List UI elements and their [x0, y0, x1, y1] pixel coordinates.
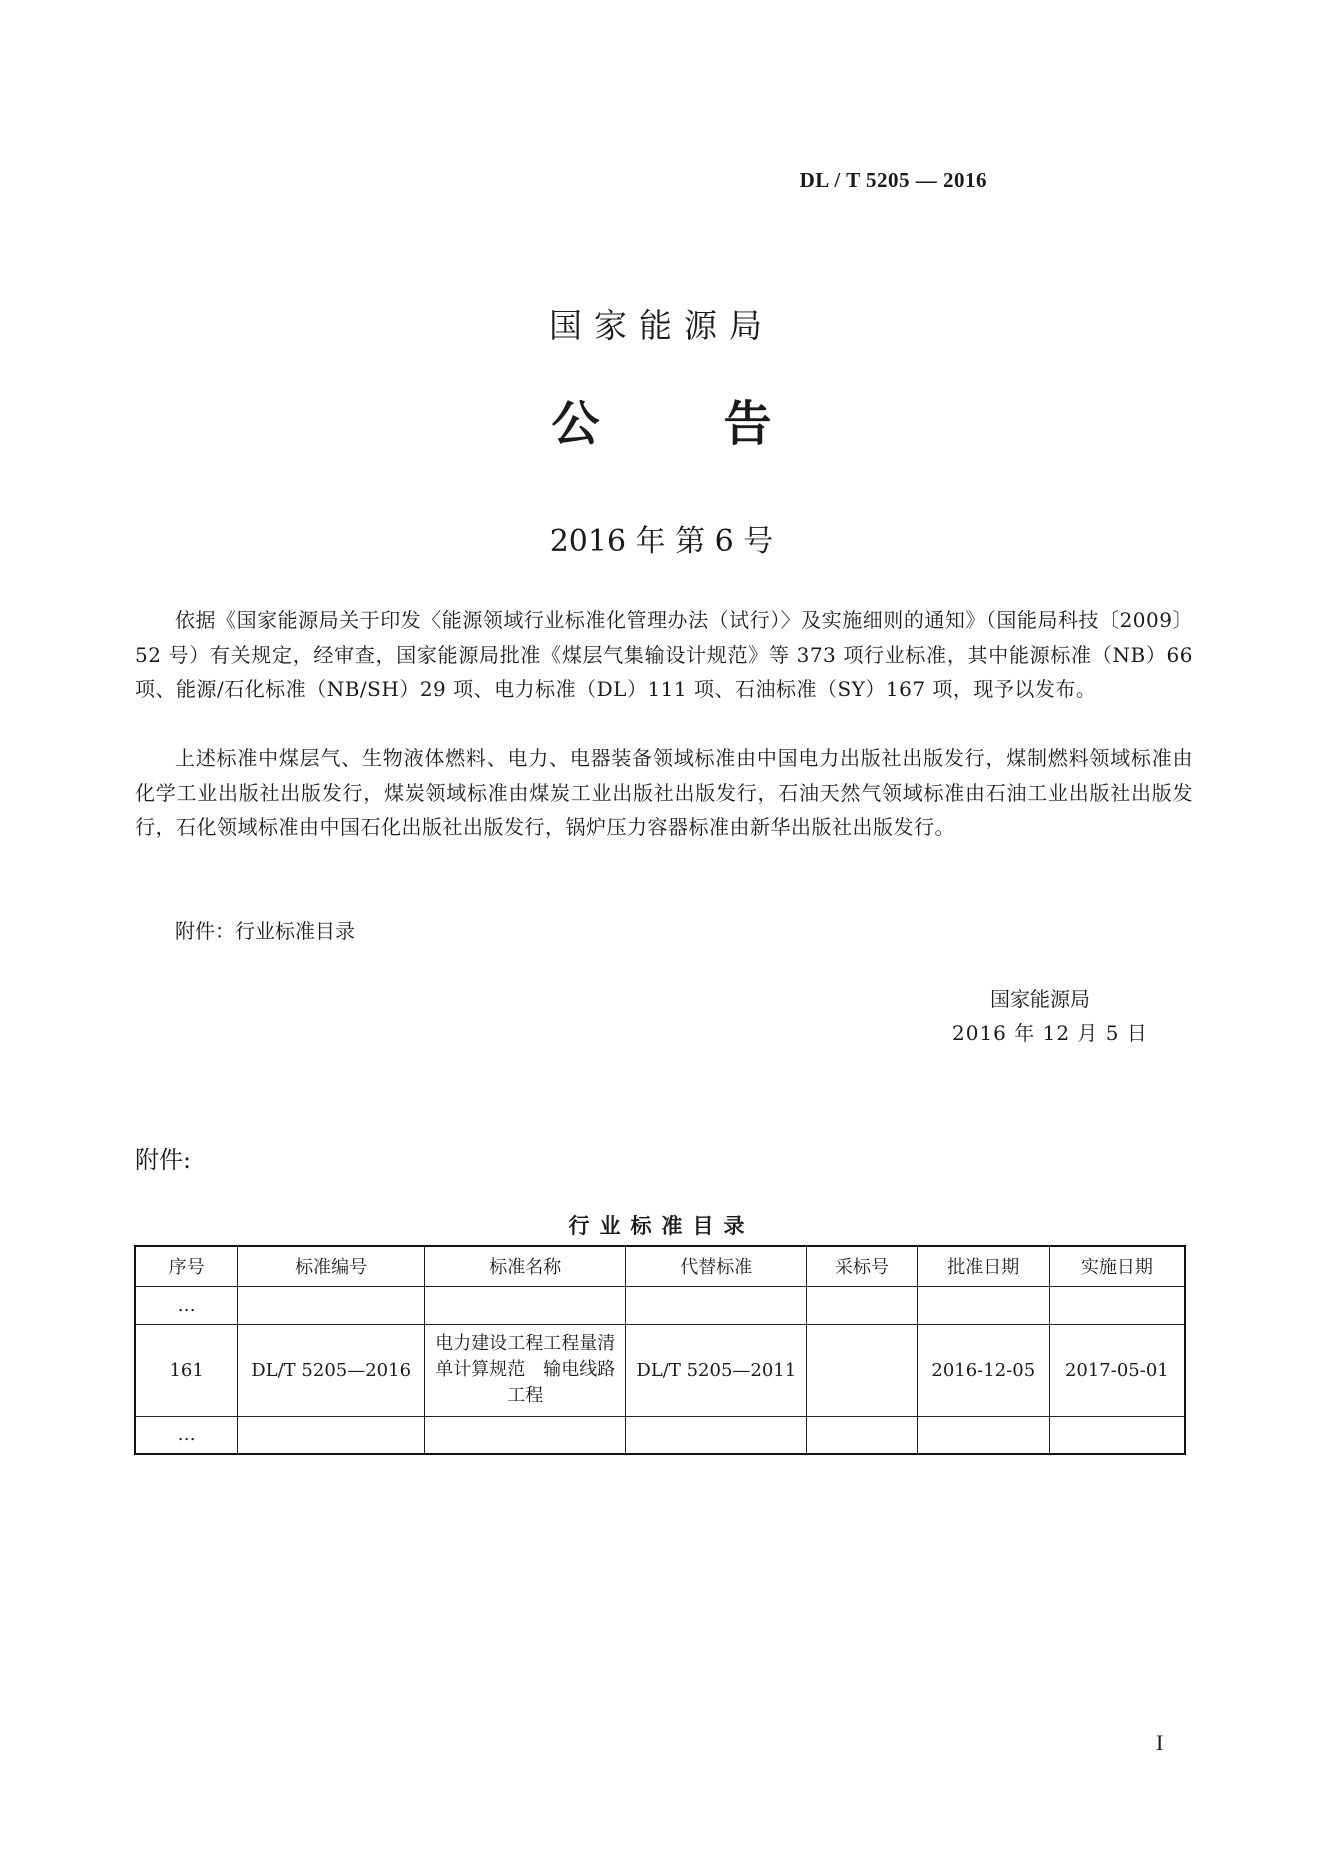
- table-cell: [1049, 1286, 1185, 1324]
- table-cell: [424, 1286, 626, 1324]
- body-paragraph-2: 上述标准中煤层气、生物液体燃料、电力、电器装备领域标准由中国电力出版社出版发行，煤制燃料领域标准由化学工业出版社出版发行，煤炭领域标准由煤炭工业出版社出版发行，石油天然气领域标准由石油工业出版社出版发行，石化领域标准由中国石化出版社出版发行，锅炉压力容器标准由新华出版社出版发行。: [135, 746, 1193, 839]
- table-cell: [1049, 1416, 1185, 1454]
- table-header-row: [135, 1246, 1185, 1286]
- table-cell: [626, 1286, 807, 1324]
- table-cell: [917, 1416, 1049, 1454]
- table-cell: [626, 1416, 807, 1454]
- column-header: 实施日期: [1049, 1246, 1185, 1286]
- table-row: [135, 1324, 1185, 1416]
- table-cell: [807, 1324, 918, 1416]
- column-header: 代替标准: [626, 1246, 807, 1286]
- body-paragraph-1: 依据《国家能源局关于印发〈能源领域行业标准化管理办法（试行）〉及实施细则的通知》（国能局科技〔2009〕52 号）有关规定，经审查，国家能源局批准《煤层气集输设计规范》等 373 项行业标准，其中能源标准（NB）66 项、能源/石化标准（NB/SH）29 项、电力标准（DL）111 项、石油标准（SY）167 项，现予以发布。: [135, 608, 1193, 701]
- table-cell: [807, 1416, 918, 1454]
- attachment-note: 附件：行业标准目录: [175, 919, 355, 943]
- table-cell: [424, 1416, 626, 1454]
- column-header: 采标号: [807, 1246, 918, 1286]
- table-cell: [238, 1416, 425, 1454]
- table-cell: [238, 1286, 425, 1324]
- signature-date: 2016 年 12 月 5 日: [952, 1021, 1148, 1045]
- issue-number: 2016 年 第 6 号: [549, 524, 774, 559]
- table-cell: [807, 1286, 918, 1324]
- table-cell: 电力建设工程工程量清单计算规范 输电线路工程: [424, 1324, 626, 1416]
- agency-title: 国家能源局: [549, 306, 774, 345]
- table-cell: [917, 1286, 1049, 1324]
- column-header: 标准名称: [424, 1246, 626, 1286]
- table-cell: DL/T 5205—2016: [238, 1324, 425, 1416]
- table-cell: …: [135, 1286, 238, 1324]
- attachment-label: 附件:: [135, 1146, 192, 1174]
- table-cell: 161: [135, 1324, 238, 1416]
- table-cell: 2016-12-05: [917, 1324, 1049, 1416]
- table-cell: …: [135, 1416, 238, 1454]
- table-cell: DL/T 5205—2011: [626, 1324, 807, 1416]
- announcement-char-2: 告: [723, 396, 772, 452]
- table-row: [135, 1286, 1185, 1324]
- column-header: 标准编号: [238, 1246, 425, 1286]
- column-header: 批准日期: [917, 1246, 1049, 1286]
- standards-table: [134, 1245, 1186, 1455]
- column-header: 序号: [135, 1246, 238, 1286]
- signature-agency: 国家能源局: [990, 987, 1090, 1011]
- table-cell: 2017-05-01: [1049, 1324, 1185, 1416]
- table-title: 行业标准目录: [568, 1214, 755, 1238]
- page-number: I: [1156, 1730, 1164, 1755]
- table-row: [135, 1416, 1185, 1454]
- announcement-char-1: 公: [551, 396, 600, 452]
- standard-code-header: DL / T 5205 — 2016: [799, 168, 987, 192]
- announcement-heading: [0, 385, 1323, 454]
